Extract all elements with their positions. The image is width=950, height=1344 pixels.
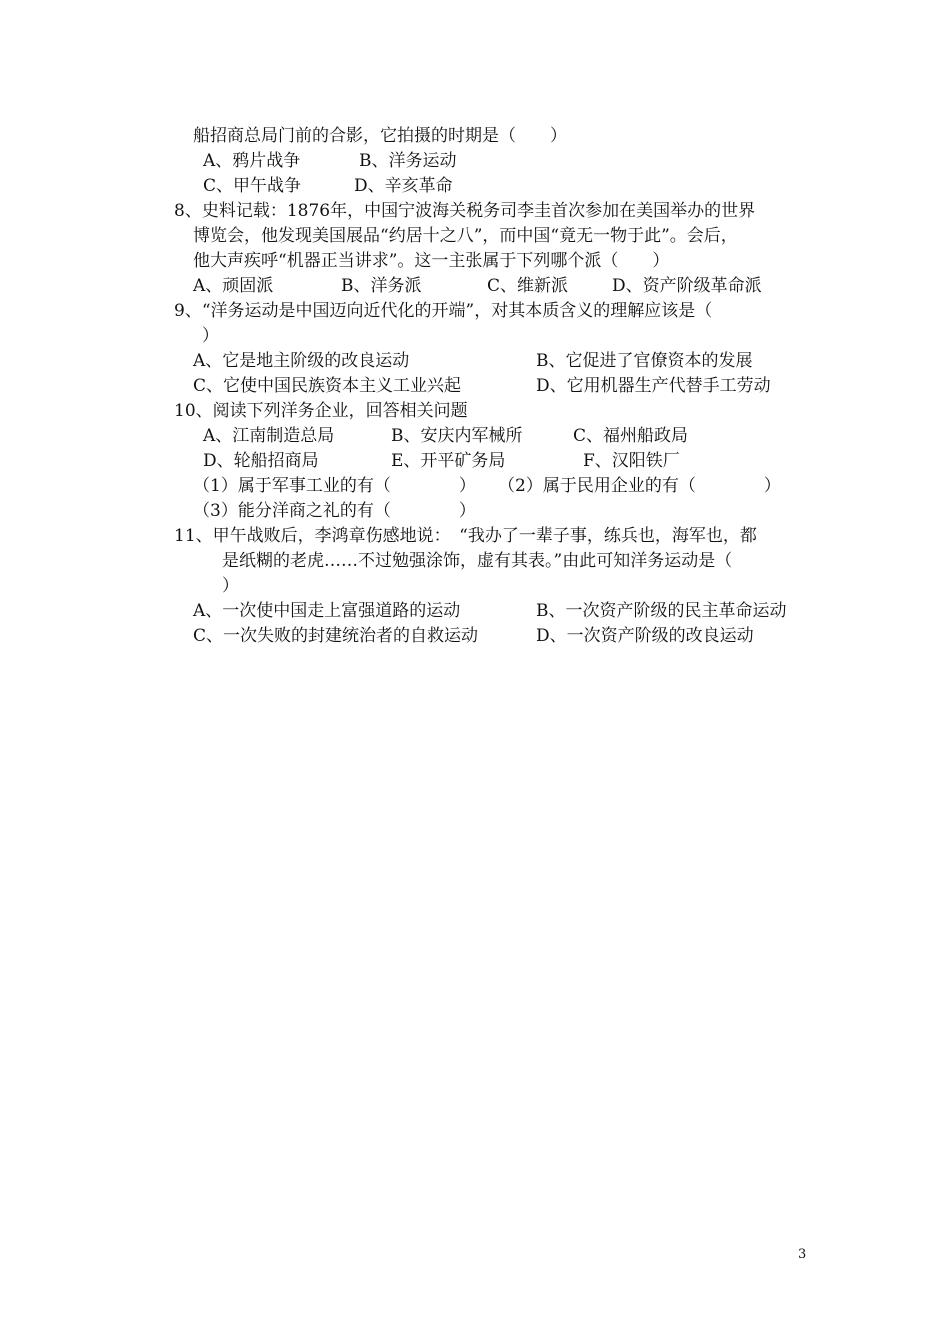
q8-option-c: C、维新派 (487, 276, 569, 296)
q9-option-b: B、它促进了官僚资本的发展 (536, 351, 753, 371)
q7-option-a: A、鸦片战争 (203, 151, 301, 171)
q10-sub-question-3: （3）能分洋商之礼的有（ ） (193, 501, 476, 521)
q10-sub-question-1: （1）属于军事工业的有（ ） (193, 476, 476, 496)
q11-option-c: C、一次失败的封建统治者的自救运动 (193, 626, 479, 646)
q7-option-d: D、辛亥革命 (354, 176, 453, 196)
q9-stem-line-1: 9、“洋务运动是中国迈向近代化的开端”，对其本质含义的理解应该是（ (174, 301, 713, 321)
q10-option-e: E、开平矿务局 (391, 451, 506, 471)
q7-option-b: B、洋务运动 (359, 151, 457, 171)
q8-option-a: A、顽固派 (193, 276, 274, 296)
q10-sub-question-2: （2）属于民用企业的有（ ） (498, 476, 781, 496)
q11-stem-line-2: 是纸糊的老虎……不过勉强涂饰，虚有其表。”由此可知洋务运动是（ (222, 551, 733, 571)
q10-option-b: B、安庆内军械所 (391, 426, 523, 446)
q8-option-b: B、洋务派 (341, 276, 422, 296)
q10-option-c: C、福州船政局 (573, 426, 689, 446)
q9-option-d: D、它用机器生产代替手工劳动 (536, 376, 771, 396)
q11-option-b: B、一次资产阶级的民主革命运动 (536, 601, 787, 621)
q9-stem-line-2: ） (202, 326, 219, 346)
q11-stem-line-3: ） (222, 576, 239, 596)
q9-option-c: C、它使中国民族资本主义工业兴起 (193, 376, 462, 396)
q9-option-a: A、它是地主阶级的改良运动 (193, 351, 410, 371)
q7-option-c: C、甲午战争 (203, 176, 302, 196)
q11-option-a: A、一次使中国走上富强道路的运动 (193, 601, 461, 621)
page-number: 3 (798, 1247, 807, 1262)
q8-stem-line-1: 8、史料记载：1876年，中国宁波海关税务司李圭首次参加在美国举办的世界 (174, 201, 756, 221)
q10-option-a: A、江南制造总局 (203, 426, 335, 446)
q11-option-d: D、一次资产阶级的改良运动 (536, 626, 754, 646)
q10-option-f: F、汉阳铁厂 (583, 451, 680, 471)
q7-stem-continuation: 船招商总局门前的合影，它拍摄的时期是（ ） (193, 126, 567, 146)
q8-stem-line-2: 博览会，他发现美国展品“约居十之八”，而中国“竟无一物于此”。会后， (193, 226, 738, 246)
q10-stem: 10、阅读下列洋务企业，回答相关问题 (174, 401, 468, 421)
q10-option-d: D、轮船招商局 (203, 451, 319, 471)
q8-stem-line-3: 他大声疾呼“机器正当讲求”。这一主张属于下列哪个派（ ） (193, 251, 670, 271)
q11-stem-line-1: 11、甲午战败后，李鸿章伤感地说： “我办了一辈子事，练兵也，海军也，都 (174, 526, 757, 546)
q8-option-d: D、资产阶级革命派 (612, 276, 762, 296)
